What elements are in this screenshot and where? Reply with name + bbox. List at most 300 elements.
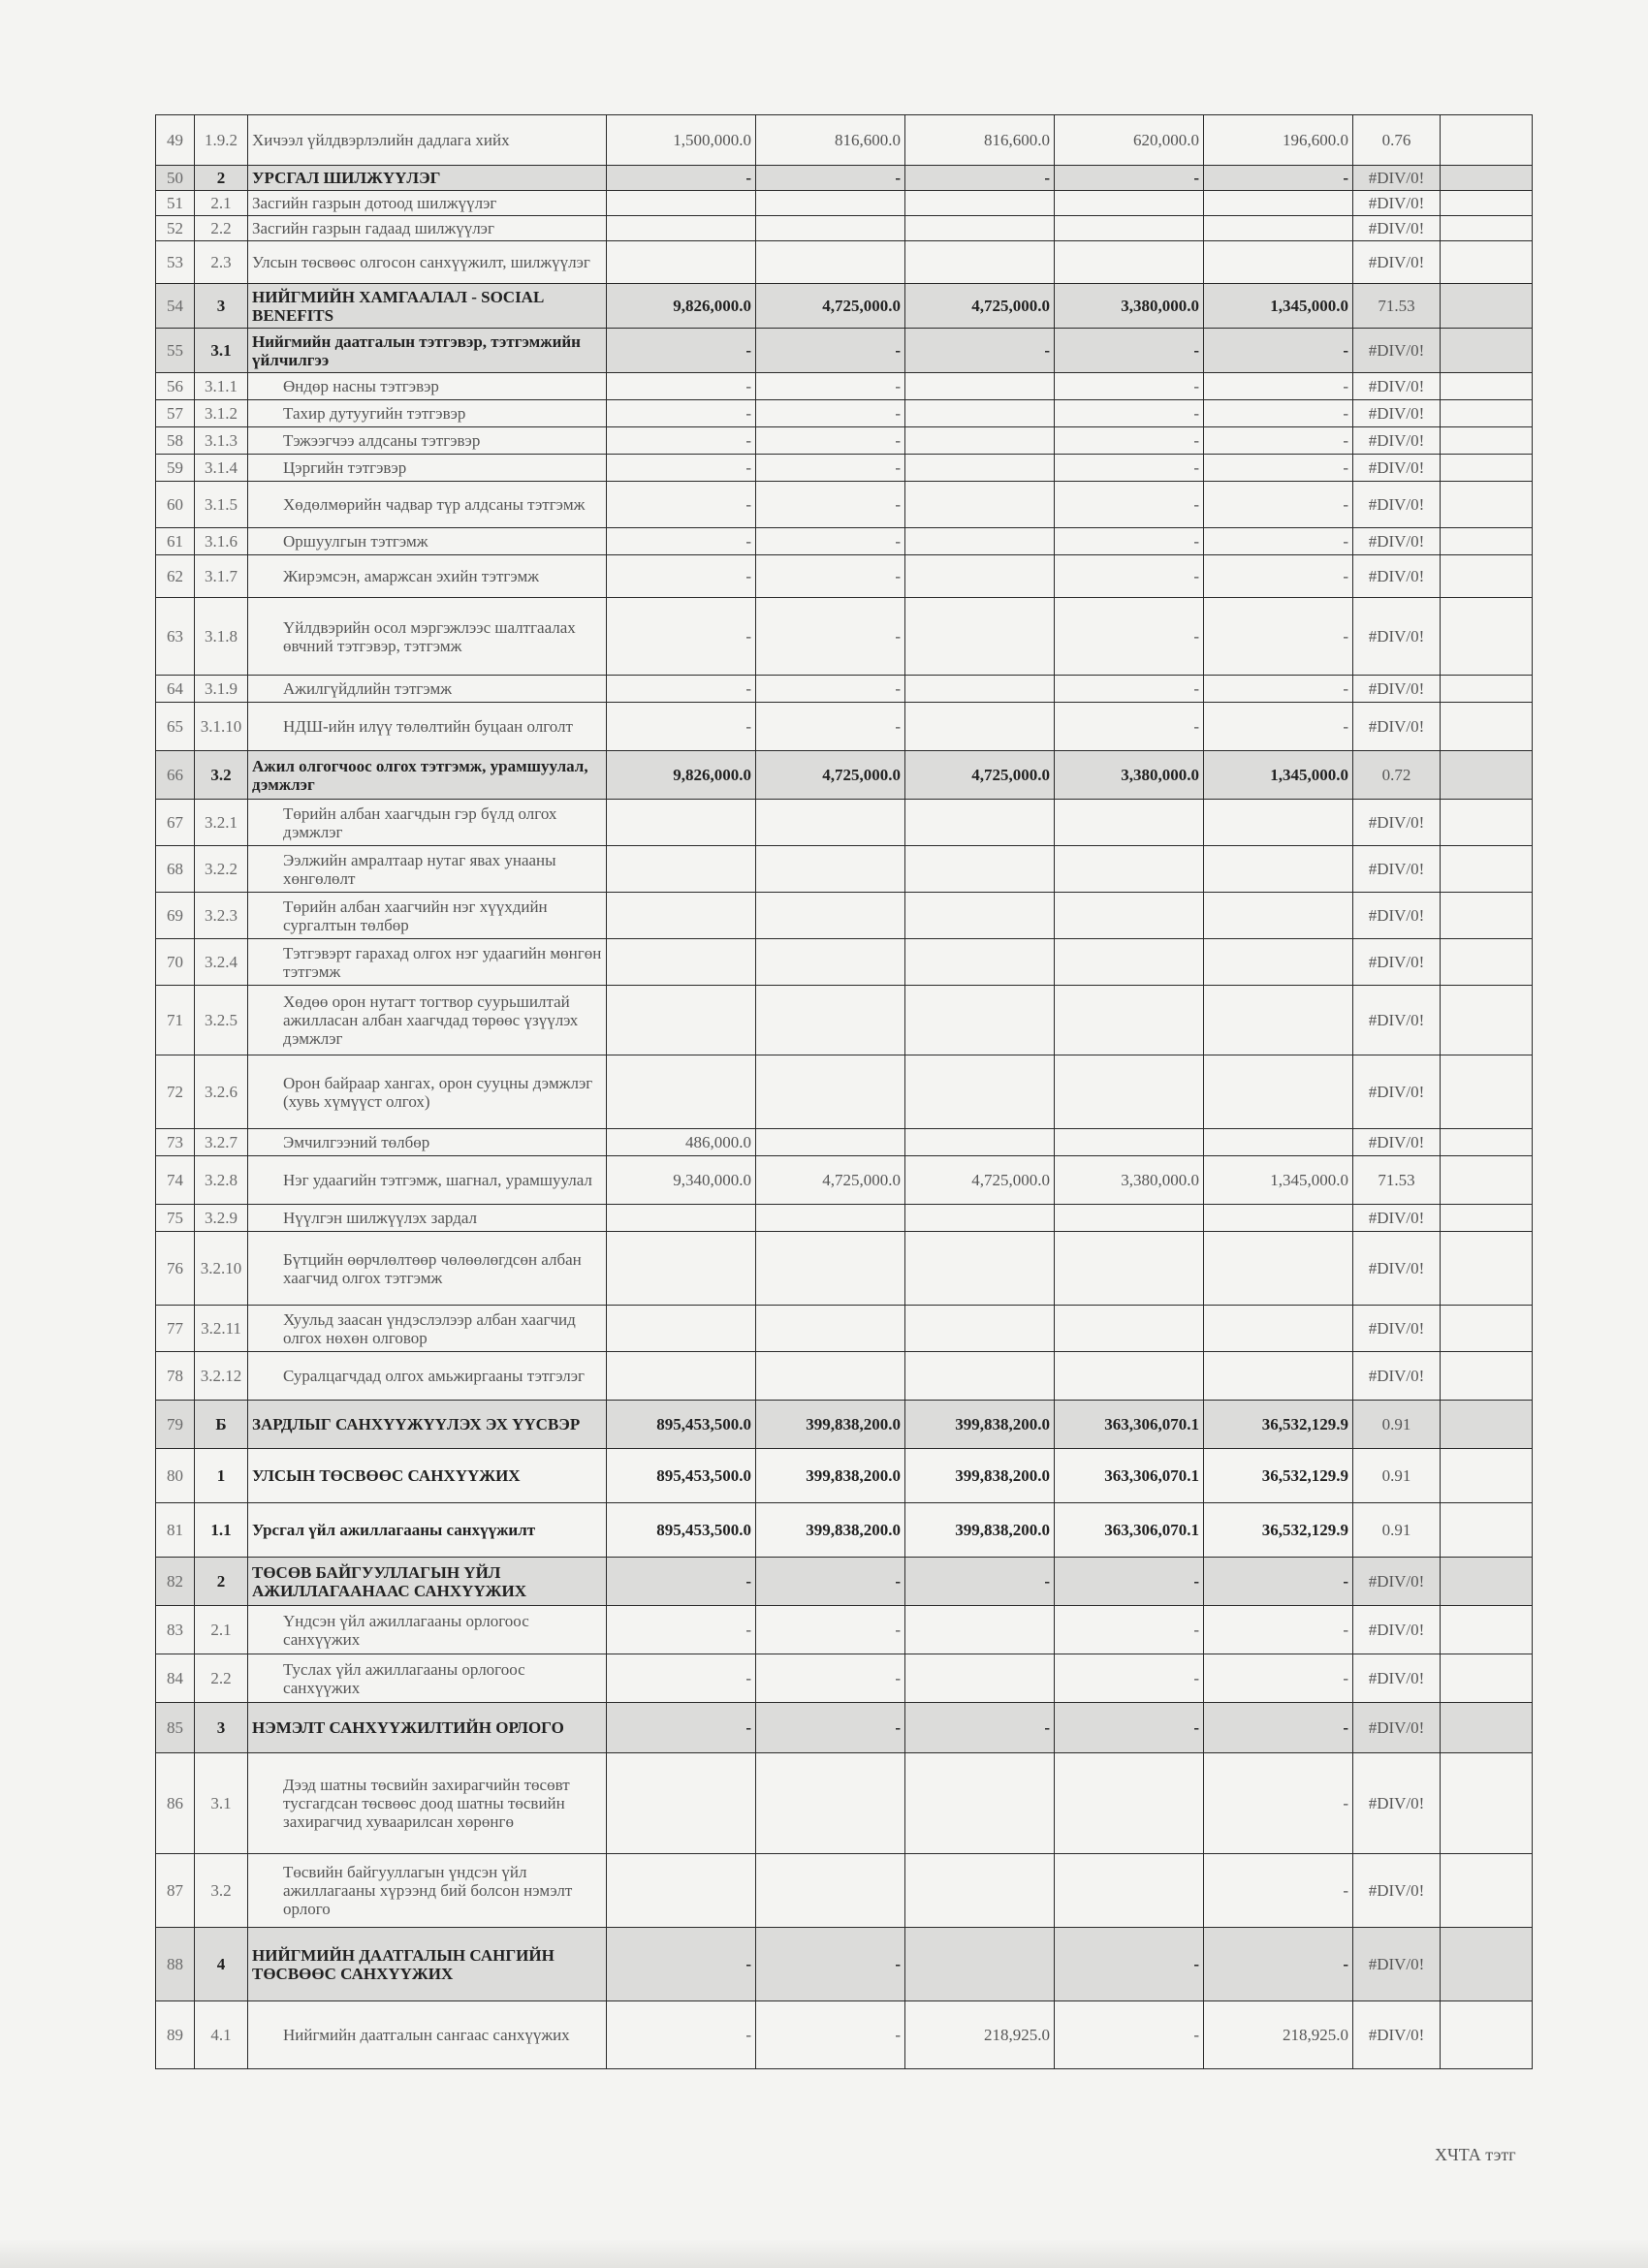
amount-cell-c2: 399,838,200.0 [756,1449,905,1503]
amount-cell-c1: - [607,555,756,598]
amount-cell-c3: 218,925.0 [905,2001,1055,2069]
amount-cell-c3: - [905,1703,1055,1753]
code-cell: 3.1.1 [195,373,248,400]
empty-cell [1441,1156,1533,1205]
row-number-cell: 64 [156,676,195,703]
amount-cell-c4 [1055,1055,1204,1129]
amount-cell-c1: 9,340,000.0 [607,1156,756,1205]
amount-cell-c5: - [1204,1606,1353,1654]
amount-cell-c4 [1055,1306,1204,1352]
empty-cell [1441,751,1533,800]
amount-cell-c3: 399,838,200.0 [905,1401,1055,1449]
empty-cell [1441,373,1533,400]
table-row [156,1449,1533,1503]
amount-cell-c2: - [756,166,905,191]
amount-cell-c3 [905,482,1055,528]
table-row [156,166,1533,191]
amount-cell-c4 [1055,1129,1204,1156]
table-row [156,1928,1533,2001]
amount-cell-c5: 36,532,129.9 [1204,1503,1353,1558]
item-name-cell: Өндөр насны тэтгэвэр [248,373,607,400]
empty-cell [1441,1703,1533,1753]
percent-cell: #DIV/0! [1353,373,1441,400]
table-row [156,676,1533,703]
amount-cell-c1: - [607,400,756,427]
empty-cell [1441,1654,1533,1703]
empty-cell [1441,1558,1533,1606]
amount-cell-c4 [1055,216,1204,241]
amount-cell-c2: - [756,676,905,703]
amount-cell-c4: - [1055,427,1204,455]
table-row [156,1654,1533,1703]
amount-cell-c4: - [1055,373,1204,400]
amount-cell-c5: - [1204,1703,1353,1753]
percent-cell: #DIV/0! [1353,846,1441,893]
amount-cell-c1: - [607,373,756,400]
table-row [156,1854,1533,1928]
amount-cell-c2: - [756,703,905,751]
row-number-cell: 65 [156,703,195,751]
table-row [156,284,1533,329]
table-row [156,1232,1533,1306]
code-cell: 2.2 [195,216,248,241]
amount-cell-c4: - [1055,703,1204,751]
item-name-cell: Орон байраар хангах, орон сууцны дэмжлэг (хувь хүмүүст олгох) [248,1055,607,1129]
percent-cell: #DIV/0! [1353,2001,1441,2069]
item-name-cell: НИЙГМИЙН ДААТГАЛЫН САНГИЙН ТӨСВӨӨС САНХҮҮЖИХ [248,1928,607,2001]
amount-cell-c3 [905,676,1055,703]
empty-cell [1441,115,1533,166]
amount-cell-c4: - [1055,555,1204,598]
amount-cell-c2 [756,191,905,216]
amount-cell-c5: - [1204,1928,1353,2001]
table-row [156,1401,1533,1449]
amount-cell-c1 [607,986,756,1055]
percent-cell: #DIV/0! [1353,455,1441,482]
percent-cell: #DIV/0! [1353,1232,1441,1306]
amount-cell-c5: - [1204,455,1353,482]
amount-cell-c1: - [607,703,756,751]
amount-cell-c1: - [607,1703,756,1753]
item-name-cell: Эмчилгээний төлбөр [248,1129,607,1156]
percent-cell: 0.72 [1353,751,1441,800]
table-row [156,555,1533,598]
amount-cell-c5: - [1204,703,1353,751]
empty-cell [1441,939,1533,986]
amount-cell-c2: - [756,455,905,482]
empty-cell [1441,1401,1533,1449]
empty-cell [1441,284,1533,329]
amount-cell-c3 [905,1232,1055,1306]
amount-cell-c3 [905,191,1055,216]
amount-cell-c2: - [756,1558,905,1606]
item-name-cell: УРСГАЛ ШИЛЖҮҮЛЭГ [248,166,607,191]
row-number-cell: 59 [156,455,195,482]
percent-cell: #DIV/0! [1353,1854,1441,1928]
amount-cell-c1: - [607,166,756,191]
row-number-cell: 52 [156,216,195,241]
amount-cell-c1 [607,800,756,846]
amount-cell-c1 [607,1205,756,1232]
percent-cell: #DIV/0! [1353,598,1441,676]
row-number-cell: 68 [156,846,195,893]
amount-cell-c4 [1055,1352,1204,1401]
amount-cell-c4: - [1055,676,1204,703]
percent-cell: #DIV/0! [1353,1654,1441,1703]
empty-cell [1441,1055,1533,1129]
row-number-cell: 69 [156,893,195,939]
percent-cell: #DIV/0! [1353,986,1441,1055]
amount-cell-c1 [607,241,756,284]
code-cell: 3.2.3 [195,893,248,939]
table-row [156,986,1533,1055]
item-name-cell: НЭМЭЛТ САНХҮҮЖИЛТИЙН ОРЛОГО [248,1703,607,1753]
empty-cell [1441,400,1533,427]
item-name-cell: Урсгал үйл ажиллагааны санхүүжилт [248,1503,607,1558]
amount-cell-c5: - [1204,1854,1353,1928]
amount-cell-c4: 363,306,070.1 [1055,1503,1204,1558]
amount-cell-c1: - [607,455,756,482]
code-cell: 3.1.2 [195,400,248,427]
amount-cell-c5 [1204,241,1353,284]
percent-cell: #DIV/0! [1353,703,1441,751]
amount-cell-c4: - [1055,1928,1204,2001]
empty-cell [1441,1352,1533,1401]
amount-cell-c2: - [756,1654,905,1703]
table-row [156,846,1533,893]
item-name-cell: УЛСЫН ТӨСВӨӨС САНХҮҮЖИХ [248,1449,607,1503]
amount-cell-c3 [905,1352,1055,1401]
amount-cell-c2 [756,1129,905,1156]
amount-cell-c2: 399,838,200.0 [756,1503,905,1558]
table-row [156,1129,1533,1156]
amount-cell-c4 [1055,191,1204,216]
item-name-cell: Оршуулгын тэтгэмж [248,528,607,555]
table-row [156,1306,1533,1352]
empty-cell [1441,482,1533,528]
amount-cell-c5: - [1204,373,1353,400]
item-name-cell: Нийгмийн даатгалын тэтгэвэр, тэтгэмжийн үйлчилгээ [248,329,607,373]
amount-cell-c5 [1204,1232,1353,1306]
amount-cell-c3 [905,373,1055,400]
table-row [156,751,1533,800]
code-cell: 3.2.5 [195,986,248,1055]
percent-cell: #DIV/0! [1353,1753,1441,1854]
amount-cell-c5 [1204,1205,1353,1232]
code-cell: 3.1.6 [195,528,248,555]
amount-cell-c2: 816,600.0 [756,115,905,166]
amount-cell-c4: - [1055,166,1204,191]
amount-cell-c3 [905,400,1055,427]
item-name-cell: НИЙГМИЙН ХАМГААЛАЛ - SOCIAL BENEFITS [248,284,607,329]
empty-cell [1441,191,1533,216]
percent-cell: #DIV/0! [1353,528,1441,555]
percent-cell: #DIV/0! [1353,329,1441,373]
empty-cell [1441,555,1533,598]
amount-cell-c2: - [756,400,905,427]
code-cell: 3.2 [195,1854,248,1928]
percent-cell: 0.91 [1353,1449,1441,1503]
amount-cell-c4: - [1055,329,1204,373]
amount-cell-c5 [1204,216,1353,241]
row-number-cell: 53 [156,241,195,284]
item-name-cell: Нийгмийн даатгалын сангаас санхүүжих [248,2001,607,2069]
amount-cell-c1 [607,1306,756,1352]
empty-cell [1441,676,1533,703]
empty-cell [1441,455,1533,482]
percent-cell: #DIV/0! [1353,191,1441,216]
amount-cell-c4: 363,306,070.1 [1055,1449,1204,1503]
code-cell: 3.2 [195,751,248,800]
empty-cell [1441,846,1533,893]
amount-cell-c4: - [1055,1703,1204,1753]
amount-cell-c2: 4,725,000.0 [756,1156,905,1205]
percent-cell: #DIV/0! [1353,1606,1441,1654]
percent-cell: #DIV/0! [1353,1205,1441,1232]
amount-cell-c4: - [1055,482,1204,528]
row-number-cell: 62 [156,555,195,598]
amount-cell-c4 [1055,893,1204,939]
overflow-note: ХЧТА тэтг [1435,2145,1516,2164]
table-row [156,1753,1533,1854]
amount-cell-c1: 1,500,000.0 [607,115,756,166]
code-cell: 1.1 [195,1503,248,1558]
table-row [156,241,1533,284]
empty-cell [1441,800,1533,846]
row-number-cell: 66 [156,751,195,800]
code-cell: 3.1.3 [195,427,248,455]
item-name-cell: Тэжээгчээ алдсаны тэтгэвэр [248,427,607,455]
item-name-cell: Засгийн газрын дотоод шилжүүлэг [248,191,607,216]
row-number-cell: 86 [156,1753,195,1854]
row-number-cell: 84 [156,1654,195,1703]
table-row [156,115,1533,166]
item-name-cell: Тахир дутуугийн тэтгэвэр [248,400,607,427]
amount-cell-c3: 399,838,200.0 [905,1503,1055,1558]
empty-cell [1441,1306,1533,1352]
empty-cell [1441,1753,1533,1854]
amount-cell-c2 [756,1306,905,1352]
percent-cell: #DIV/0! [1353,1352,1441,1401]
percent-cell: #DIV/0! [1353,427,1441,455]
amount-cell-c3 [905,528,1055,555]
code-cell: 2 [195,1558,248,1606]
amount-cell-c5 [1204,846,1353,893]
percent-cell: 71.53 [1353,284,1441,329]
table-row [156,455,1533,482]
amount-cell-c3 [905,1129,1055,1156]
row-number-cell: 55 [156,329,195,373]
amount-cell-c3: 4,725,000.0 [905,284,1055,329]
amount-cell-c3 [905,1205,1055,1232]
amount-cell-c5: - [1204,1558,1353,1606]
amount-cell-c3 [905,1928,1055,2001]
amount-cell-c5 [1204,1352,1353,1401]
amount-cell-c4 [1055,241,1204,284]
percent-cell: #DIV/0! [1353,482,1441,528]
amount-cell-c5: - [1204,555,1353,598]
amount-cell-c4: - [1055,598,1204,676]
table-row [156,1558,1533,1606]
amount-cell-c3 [905,1753,1055,1854]
table-row [156,1606,1533,1654]
row-number-cell: 70 [156,939,195,986]
empty-cell [1441,2001,1533,2069]
empty-cell [1441,703,1533,751]
amount-cell-c3 [905,1306,1055,1352]
row-number-cell: 83 [156,1606,195,1654]
amount-cell-c4 [1055,1232,1204,1306]
amount-cell-c3 [905,216,1055,241]
amount-cell-c3 [905,1055,1055,1129]
percent-cell: #DIV/0! [1353,1306,1441,1352]
empty-cell [1441,598,1533,676]
amount-cell-c1: 9,826,000.0 [607,751,756,800]
code-cell: 3.2.9 [195,1205,248,1232]
amount-cell-c5 [1204,893,1353,939]
row-number-cell: 63 [156,598,195,676]
code-cell: 3.1.9 [195,676,248,703]
row-number-cell: 67 [156,800,195,846]
row-number-cell: 76 [156,1232,195,1306]
amount-cell-c3 [905,241,1055,284]
amount-cell-c3: - [905,166,1055,191]
amount-cell-c4: - [1055,1558,1204,1606]
code-cell: 3.2.4 [195,939,248,986]
table-row [156,373,1533,400]
amount-cell-c5: - [1204,427,1353,455]
empty-cell [1441,329,1533,373]
budget-table [155,114,1533,2069]
amount-cell-c4: - [1055,528,1204,555]
amount-cell-c2: - [756,1703,905,1753]
table-row [156,703,1533,751]
item-name-cell: Засгийн газрын гадаад шилжүүлэг [248,216,607,241]
percent-cell: #DIV/0! [1353,1928,1441,2001]
item-name-cell: Суралцагчдад олгох амьжиргааны тэтгэлэг [248,1352,607,1401]
item-name-cell: Үндсэн үйл ажиллагааны орлогоос санхүүжих [248,1606,607,1654]
code-cell: 2.2 [195,1654,248,1703]
item-name-cell: Дээд шатны төсвийн захирагчийн төсөвт тусгагдсан төсвөөс доод шатны төсвийн захирагчид хуваарилсан хөрөнгө [248,1753,607,1854]
item-name-cell: Ээлжийн амралтаар нутаг явах унааны хөнгөлөлт [248,846,607,893]
amount-cell-c5 [1204,1129,1353,1156]
item-name-cell: Туслах үйл ажиллагааны орлогоос санхүүжих [248,1654,607,1703]
amount-cell-c1: - [607,1928,756,2001]
item-name-cell: Ажил олгогчоос олгох тэтгэмж, урамшуулал, дэмжлэг [248,751,607,800]
amount-cell-c2: - [756,1606,905,1654]
amount-cell-c2: - [756,329,905,373]
code-cell: 3.1.7 [195,555,248,598]
amount-cell-c3 [905,455,1055,482]
amount-cell-c1 [607,191,756,216]
amount-cell-c5 [1204,1055,1353,1129]
amount-cell-c2: - [756,373,905,400]
code-cell: 3 [195,284,248,329]
percent-cell: #DIV/0! [1353,241,1441,284]
amount-cell-c1: - [607,427,756,455]
empty-cell [1441,1606,1533,1654]
empty-cell [1441,1928,1533,2001]
amount-cell-c2: 4,725,000.0 [756,751,905,800]
amount-cell-c1 [607,1854,756,1928]
amount-cell-c5: 196,600.0 [1204,115,1353,166]
amount-cell-c5: - [1204,400,1353,427]
code-cell: 4 [195,1928,248,2001]
amount-cell-c2: - [756,427,905,455]
amount-cell-c2 [756,939,905,986]
amount-cell-c5: 36,532,129.9 [1204,1449,1353,1503]
amount-cell-c5: - [1204,1654,1353,1703]
amount-cell-c2: - [756,528,905,555]
amount-cell-c3: - [905,329,1055,373]
percent-cell: #DIV/0! [1353,555,1441,598]
amount-cell-c4: - [1055,400,1204,427]
code-cell: 3.2.12 [195,1352,248,1401]
percent-cell: #DIV/0! [1353,1703,1441,1753]
row-number-cell: 71 [156,986,195,1055]
percent-cell: 0.76 [1353,115,1441,166]
amount-cell-c4 [1055,1753,1204,1854]
amount-cell-c1: 895,453,500.0 [607,1401,756,1449]
percent-cell: #DIV/0! [1353,800,1441,846]
empty-cell [1441,893,1533,939]
row-number-cell: 79 [156,1401,195,1449]
amount-cell-c1 [607,216,756,241]
amount-cell-c3 [905,1654,1055,1703]
amount-cell-c1 [607,1055,756,1129]
row-number-cell: 82 [156,1558,195,1606]
amount-cell-c3: 4,725,000.0 [905,751,1055,800]
code-cell: 4.1 [195,2001,248,2069]
item-name-cell: ЗАРДЛЫГ САНХҮҮЖҮҮЛЭХ ЭХ ҮҮСВЭР [248,1401,607,1449]
amount-cell-c3 [905,893,1055,939]
table-row [156,893,1533,939]
percent-cell: #DIV/0! [1353,893,1441,939]
item-name-cell: НДШ-ийн илүү төлөлтийн буцаан олголт [248,703,607,751]
amount-cell-c3 [905,846,1055,893]
code-cell: 1.9.2 [195,115,248,166]
item-name-cell: Улсын төсвөөс олгосон санхүүжилт, шилжүүлэг [248,241,607,284]
amount-cell-c3: 399,838,200.0 [905,1449,1055,1503]
item-name-cell: Ажилгүйдлийн тэтгэмж [248,676,607,703]
empty-cell [1441,1205,1533,1232]
percent-cell: #DIV/0! [1353,939,1441,986]
amount-cell-c2: 4,725,000.0 [756,284,905,329]
amount-cell-c1 [607,939,756,986]
amount-cell-c4 [1055,800,1204,846]
item-name-cell: ТӨСӨВ БАЙГУУЛЛАГЫН ҮЙЛ АЖИЛЛАГААНААС САНХҮҮЖИХ [248,1558,607,1606]
empty-cell [1441,1129,1533,1156]
item-name-cell: Хөдөлмөрийн чадвар түр алдсаны тэтгэмж [248,482,607,528]
code-cell: 2.1 [195,191,248,216]
amount-cell-c5: - [1204,598,1353,676]
table-row [156,598,1533,676]
amount-cell-c1: - [607,1654,756,1703]
percent-cell: 0.91 [1353,1503,1441,1558]
amount-cell-c2: - [756,1928,905,2001]
table-row [156,939,1533,986]
amount-cell-c2: 399,838,200.0 [756,1401,905,1449]
amount-cell-c3 [905,800,1055,846]
empty-cell [1441,166,1533,191]
table-row [156,1055,1533,1129]
amount-cell-c2 [756,241,905,284]
amount-cell-c2: - [756,598,905,676]
amount-cell-c4 [1055,846,1204,893]
amount-cell-c4: - [1055,1606,1204,1654]
amount-cell-c2 [756,216,905,241]
amount-cell-c4 [1055,1205,1204,1232]
